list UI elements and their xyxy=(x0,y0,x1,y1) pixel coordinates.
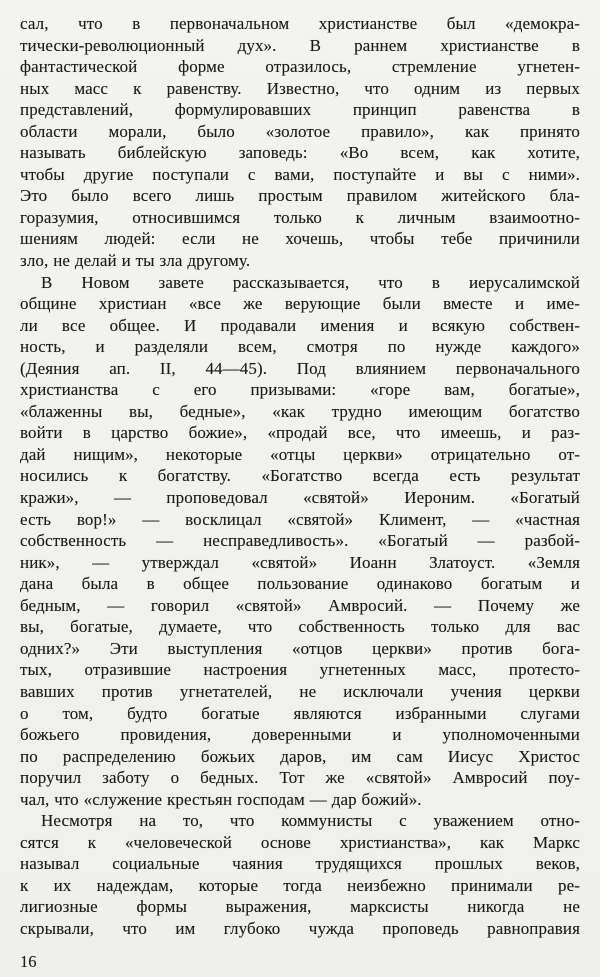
text-line: тых, отразившие настроения угнетенных масс, протесто- xyxy=(20,660,580,680)
text-line: собственность — несправедливость». «Богатый — разбой- xyxy=(20,531,580,551)
text-line: ник», — утверждал «святой» Иоанн Златоуст. «Земля xyxy=(20,552,580,572)
text-line: называл социальные чаяния трудящихся прошлых веков, xyxy=(20,854,580,874)
text-line: скрывали, что им глубоко чужда проповедь равноправия xyxy=(20,918,580,938)
text-line: божьего провидения, доверенными и уполномоченными xyxy=(20,725,580,745)
text-line: «блаженны вы, бедные», «как трудно имеющим богатство xyxy=(20,401,580,421)
text-line: сал, что в первоначальном христианстве был «демокра- xyxy=(20,14,580,33)
page-number: 16 xyxy=(20,951,37,971)
text-line: дана была в общее пользование одинаково богатым и xyxy=(20,574,580,594)
text-line: носились к богатству. «Богатство всегда есть результат xyxy=(20,466,580,486)
text-line: бедным, — говорил «святой» Амвросий. — Почему же xyxy=(20,595,580,615)
text-line: одних?» Эти выступления «отцов церкви» против бога- xyxy=(20,638,580,658)
text-line: зло, не делай и ты зла другому. xyxy=(20,251,251,271)
text-line: Несмотря на то, что коммунисты с уважением отно- xyxy=(41,811,580,831)
text-line: по распределению божьих даров, им сам Иисус Христос xyxy=(20,746,580,766)
text-line: тически-революционный дух». В раннем христианстве в xyxy=(20,35,580,55)
paragraph-2 xyxy=(20,272,580,811)
text-line: (Деяния ап. II, 44—45). Под влиянием первоначального xyxy=(20,358,580,378)
text-line: ли все общее. И продавали имения и всякую собствен- xyxy=(20,315,580,335)
text-line: к их надеждам, которые тогда неизбежно принимали ре- xyxy=(20,875,580,895)
text-line: В Новом завете рассказывается, что в иерусалимской xyxy=(41,272,580,292)
text-line: шениям людей: если не хочешь, чтобы тебе причинили xyxy=(20,229,580,249)
text-line: дай нищим», некоторые «отцы церкви» отрицательно от- xyxy=(20,444,580,464)
text-line: ность, и разделяли всем, смотря по нужде каждого» xyxy=(20,337,580,357)
text-line: общине христиан «все же верующие были вместе и име- xyxy=(20,294,580,314)
paragraph-3 xyxy=(20,810,580,939)
text-line: чтобы другие поступали с вами, поступайте и вы с ними». xyxy=(20,164,580,184)
text-line: области морали, было «золотое правило», как принято xyxy=(20,121,580,141)
text-line: вы, богатые, думаете, что собственность только для вас xyxy=(20,617,580,637)
text-line: о том, будто богатые являются избранными слугами xyxy=(20,703,580,723)
text-line: есть вор!» — восклицал «святой» Климент, — «частная xyxy=(20,509,580,529)
text-line: войти в царство божие», «продай все, что имеешь, и раз- xyxy=(20,423,580,443)
paragraph-1 xyxy=(20,13,580,272)
text-line: ных масс к равенству. Известно, что одним из первых xyxy=(20,78,580,98)
text-line: поручил заботу о бедных. Тот же «святой» Амвросий поу- xyxy=(20,768,580,788)
text-line: кражи», — проповедовал «святой» Иероним. «Богатый xyxy=(20,488,580,508)
text-line: Это было всего лишь простым правилом житейского бла- xyxy=(20,186,580,206)
text-line: представлений, формулировавших принцип равенства в xyxy=(20,100,580,120)
text-line: вавших против угнетателей, не исключали учения церкви xyxy=(20,681,580,701)
text-line: сятся к «человеческой основе христианства», как Маркс xyxy=(20,832,580,852)
text-line: называть библейскую заповедь: «Во всем, как хотите, xyxy=(20,143,580,163)
text-line: чал, что «служение крестьян господам — дар божий». xyxy=(20,789,422,809)
text-line: фантастической форме отразилось, стремление угнетен- xyxy=(20,57,580,77)
text-line: лигиозные формы выражения, марксисты никогда не xyxy=(20,897,580,917)
text-line: христианства с его призывами: «горе вам, богатые», xyxy=(20,380,580,400)
text-line: горазумия, относившимся только к личным взаимоотно- xyxy=(20,207,580,227)
text-column xyxy=(20,13,580,940)
